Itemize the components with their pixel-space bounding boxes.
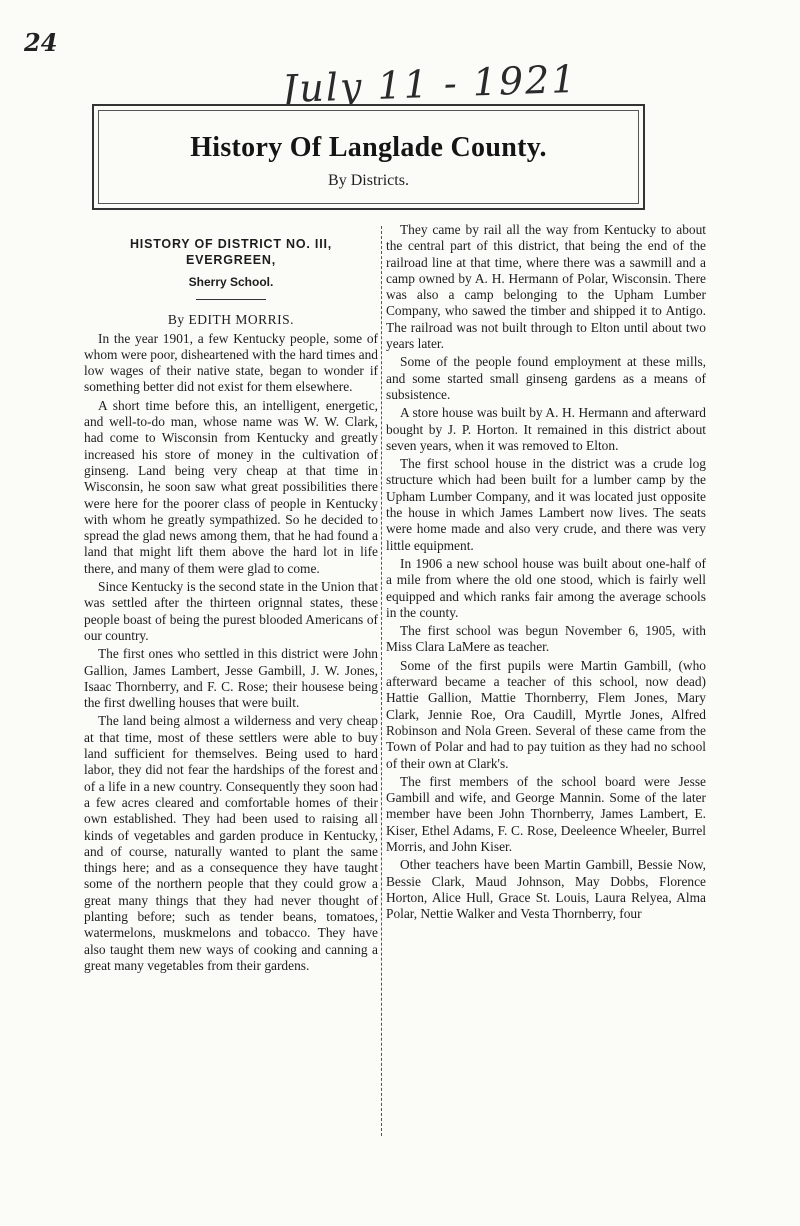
paragraph: A store house was built by A. H. Hermann and afterward bought by J. P. Horton. It remained in this district about seven years, when it was removed to Elton. <box>386 405 706 453</box>
paragraph: Other teachers have been Martin Gambill, Bessie Now, Bessie Clark, Maud Johnson, May Dobbs, Florence Horton, Alice Hull, Grace St. Louis, Laura Relyea, Alma Polar, Nettie Walker and Vesta Thornberry, four <box>386 857 706 922</box>
paragraph: The first ones who settled in this district were John Gallion, James Lambert, Jesse Gambill, J. W. Jones, Isaac Thornberry, and F. C. Rose; their housese being the first dwelling houses that were built. <box>84 646 378 711</box>
paragraph: The first school house in the district was a crude log structure which had been built for a lumber camp by the Upham Lumber Company, and it was located just opposite the house in which James Lambert now lives. The seats were home made and also very crude, and there was very little equipment. <box>386 456 706 553</box>
paragraph: Some of the first pupils were Martin Gambill, (who afterward became a teacher of this school, now dead) Hattie Gallion, Mattie Thornberry, Flem Jones, Mary Clark, Jennie Roe, Ora Caudill, Myrtle Jones, Alfred Robinson and Nola Green. Several of these came from the Town of Polar and had to pay tuition as they had no school of their own at Clark's. <box>386 657 706 771</box>
paragraph: They came by rail all the way from Kentucky to about the central part of this district, that being the end of the railroad line at that time, where there was a sawmill and a camp owned by A. H. Hermann of Polar, Wisconsin. There was also a camp belonging to the Upham Lumber Company, who sawed the timber and shipped it to Antigo. The railroad was not built through to Elton until about two years later. <box>386 222 706 352</box>
left-column <box>84 222 378 976</box>
paragraph: The first school was begun November 6, 1905, with Miss Clara LaMere as teacher. <box>386 623 706 655</box>
heading-rule <box>196 299 266 300</box>
paragraph: The first members of the school board were Jesse Gambill and wife, and George Mannin. Some of the later member have been John Thornberry, James Lambert, E. Kiser, Ethel Adams, F. C. Rose, Deeleence Wheeler, Burrel Morris, and John Kiser. <box>386 773 706 854</box>
paragraph: A short time before this, an intelligent, energetic, and well-to-do man, whose name was W. W. Clark, had come to Wisconsin from Kentucky and greatly increased his store of money in the cultivation of ginseng. Land being very cheap at that time in Wisconsin, he soon saw what great possibilities there were here for the poorer class of people in Kentucky with whom he greatly sympathized. So he decided to spread the glad news among them, that he had found a land that might lift them above the hard lot in life there, and many of them were glad to come. <box>84 397 378 576</box>
headline: History Of Langlade County. <box>190 132 547 163</box>
subheadline: By Districts. <box>328 172 409 189</box>
handwritten-date: July 11 - 1921 <box>281 56 579 112</box>
section-heading-line2: EVERGREEN, <box>186 253 276 267</box>
paragraph: Some of the people found employment at these mills, and some started small ginseng gardens as a means of subsistence. <box>386 354 706 402</box>
school-name: Sherry School. <box>188 275 274 289</box>
page-number: 24 <box>24 28 58 57</box>
section-heading-line1: HISTORY OF DISTRICT NO. III, <box>129 237 333 251</box>
paragraph: Since Kentucky is the second state in the Union that was settled after the thirteen orignnal states, these people boast of being the purest blooded Americans of our country. <box>84 579 378 643</box>
byline: By EDITH MORRIS. <box>167 312 295 328</box>
column-divider <box>381 226 382 1136</box>
paragraph: In the year 1901, a few Kentucky people, some of whom were poor, disheartened with the hard times and low wages of their native state, began to wonder if something better did not exist for them elsewhere. <box>84 330 378 395</box>
paragraph: In 1906 a new school house was built about one-half of a mile from where the old one stood, which is fairly well equipped and which ranks fair among the average schools in the county. <box>386 555 706 620</box>
right-column <box>386 222 706 924</box>
article-header-box <box>92 104 645 210</box>
paragraph: The land being almost a wilderness and very cheap at that time, most of these settlers were able to buy land sufficient for themselves. Being used to hard labor, they did not fear the hardships of the forest and of a life in a new country. Consequently they soon had a few acres cleared and comfortable homes of their own established. They had been used to raising all kinds of vegetables and garden produce in Kentucky, and of course, naturally wanted to plant the same things here; and as a consequence they have taught some of the northern people that they could grow a great many things that they had never thought of planting before; such as tender beans, tomatoes, watermelons, muskmelons and tobacco. They have also taught them new ways of cooking and canning a great many vegetables from their gardens. <box>84 713 378 973</box>
